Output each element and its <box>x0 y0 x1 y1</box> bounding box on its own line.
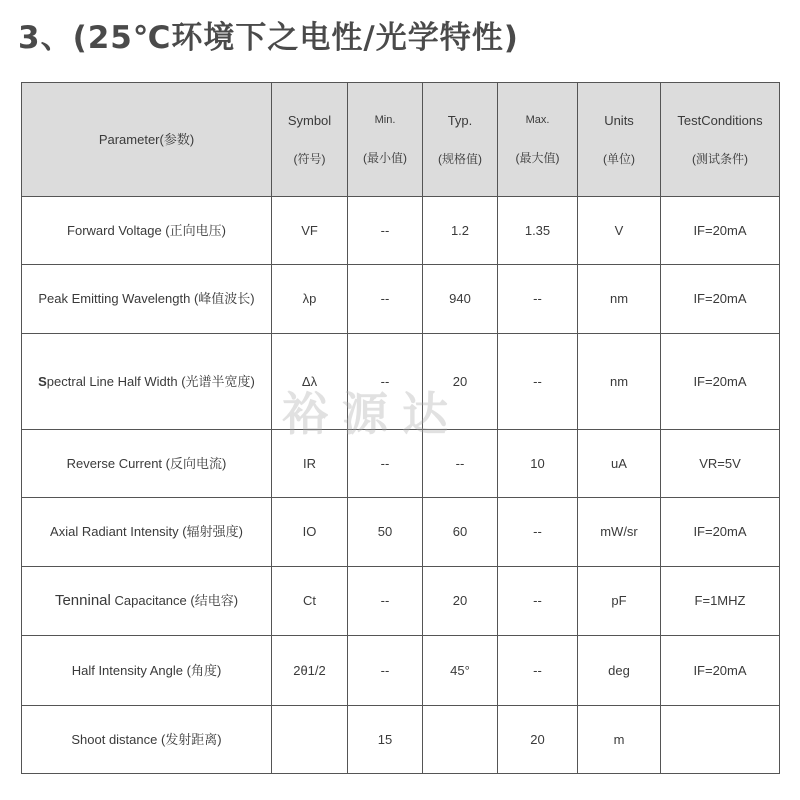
header-cond-en: TestConditions <box>677 112 763 128</box>
page-title: 3、(25℃环境下之电性/光学特性) <box>18 20 519 56</box>
min-cell: -- <box>348 197 423 265</box>
units-cell: pF <box>578 567 661 636</box>
cond-cell: IF=20mA <box>661 636 780 706</box>
typ-cell: 20 <box>423 567 498 636</box>
header-parameter: Parameter(参数) <box>22 83 272 197</box>
typ-cell <box>423 706 498 774</box>
param-rest: Capacitance (结电容) <box>114 592 239 608</box>
spec-table <box>21 82 780 774</box>
header-min-en: Min. <box>374 113 396 126</box>
symbol-cell: VF <box>272 197 348 265</box>
min-cell: -- <box>348 334 423 430</box>
header-symbol-en: Symbol <box>287 112 332 128</box>
units-cell: nm <box>578 334 661 430</box>
table-row <box>22 567 780 636</box>
header-max-en: Max. <box>525 113 550 126</box>
min-cell: 50 <box>348 498 423 567</box>
cond-cell: F=1MHZ <box>661 567 780 636</box>
symbol-cell: IR <box>272 430 348 498</box>
max-cell: -- <box>498 265 578 334</box>
symbol-cell: Δλ <box>272 334 348 430</box>
max-cell: 20 <box>498 706 578 774</box>
header-max-zh: (最大值) <box>515 150 560 165</box>
param-big: Tenninal <box>54 591 111 609</box>
typ-cell: 20 <box>423 334 498 430</box>
watermark: 裕源达 <box>282 387 462 441</box>
cond-cell: IF=20mA <box>661 498 780 567</box>
typ-cell: 60 <box>423 498 498 567</box>
max-cell: 1.35 <box>498 197 578 265</box>
typ-cell: 1.2 <box>423 197 498 265</box>
table-row <box>22 197 780 265</box>
min-cell: -- <box>348 567 423 636</box>
min-cell: -- <box>348 265 423 334</box>
header-min-zh: (最小值) <box>363 150 407 165</box>
param-cell: Half Intensity Angle (角度) <box>22 636 272 706</box>
cond-cell: IF=20mA <box>661 334 780 430</box>
header-typ-zh: (规格值) <box>438 152 482 167</box>
header-symbol-zh: (符号) <box>293 152 326 167</box>
units-cell: m <box>578 706 661 774</box>
max-cell: -- <box>498 334 578 430</box>
table-row <box>22 430 780 498</box>
min-cell: -- <box>348 636 423 706</box>
cond-cell: VR=5V <box>661 430 780 498</box>
param-cell: Axial Radiant Intensity (辐射强度) <box>22 498 272 567</box>
typ-cell: 940 <box>423 265 498 334</box>
table-row <box>22 265 780 334</box>
symbol-cell: Ct <box>272 567 348 636</box>
symbol-cell <box>272 706 348 774</box>
param-cell: Forward Voltage (正向电压) <box>22 197 272 265</box>
max-cell: -- <box>498 567 578 636</box>
units-cell: uA <box>578 430 661 498</box>
param-cell <box>22 567 272 636</box>
param-cell <box>22 334 272 430</box>
header-conditions <box>661 83 780 197</box>
symbol-cell: 2θ1/2 <box>272 636 348 706</box>
symbol-cell: IO <box>272 498 348 567</box>
units-cell: deg <box>578 636 661 706</box>
table-row <box>22 706 780 774</box>
typ-cell: -- <box>423 430 498 498</box>
symbol-cell: λp <box>272 265 348 334</box>
cond-cell: IF=20mA <box>661 265 780 334</box>
header-max <box>498 83 578 197</box>
param-cell: Peak Emitting Wavelength (峰值波长) <box>22 265 272 334</box>
param-cell: Reverse Current (反向电流) <box>22 430 272 498</box>
max-cell: -- <box>498 636 578 706</box>
max-cell: 10 <box>498 430 578 498</box>
param-cell: Shoot distance (发射距离) <box>22 706 272 774</box>
units-cell: mW/sr <box>578 498 661 567</box>
header-units <box>578 83 661 197</box>
cond-cell: IF=20mA <box>661 197 780 265</box>
table-row <box>22 498 780 567</box>
header-units-en: Units <box>604 112 634 128</box>
header-typ-en: Typ. <box>447 112 473 128</box>
typ-cell: 45° <box>423 636 498 706</box>
units-cell: V <box>578 197 661 265</box>
header-typ <box>423 83 498 197</box>
units-cell: nm <box>578 265 661 334</box>
min-cell: -- <box>348 430 423 498</box>
cond-cell <box>661 706 780 774</box>
table-header-row <box>22 83 780 197</box>
min-cell: 15 <box>348 706 423 774</box>
header-units-zh: (单位) <box>603 152 635 167</box>
table-row <box>22 636 780 706</box>
max-cell: -- <box>498 498 578 567</box>
header-symbol <box>272 83 348 197</box>
table-row <box>22 334 780 430</box>
param-rest: pectral Line Half Width (光谱半宽度) <box>46 373 255 389</box>
header-min <box>348 83 423 197</box>
param-first-letter: S <box>38 373 47 389</box>
header-cond-zh: (测试条件) <box>692 152 748 167</box>
